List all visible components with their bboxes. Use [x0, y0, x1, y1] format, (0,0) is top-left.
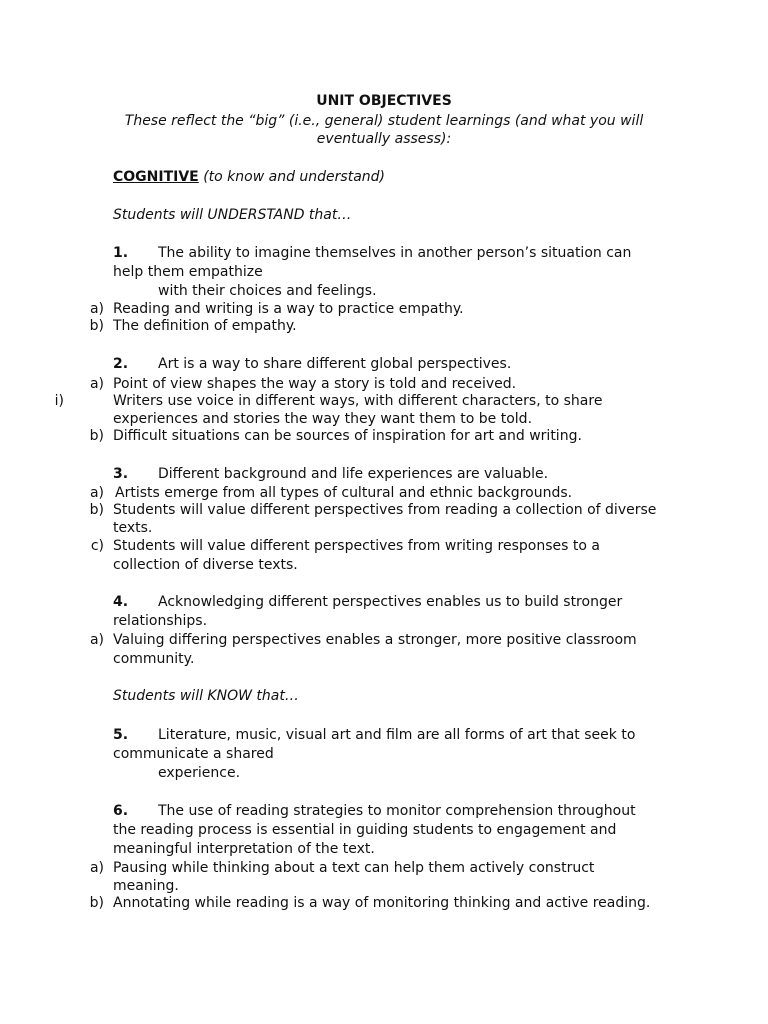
cognitive-heading-note: (to know and understand)	[203, 169, 385, 185]
objective-1-item-b: The definition of empathy.	[113, 318, 297, 334]
objective-3-item-a: Artists emerge from all types of cultural and ethnic backgrounds.	[115, 485, 573, 501]
objective-4-item-a-line-2: community.	[113, 651, 195, 667]
list-marker: c)	[90, 538, 104, 554]
objective-5-line-1	[113, 726, 635, 744]
objective-6-item-a-line-1: Pausing while thinking about a text can help them actively construct	[113, 860, 595, 876]
objective-1-line-3: with their choices and feelings.	[158, 283, 377, 299]
objective-1-number: 1.	[113, 245, 129, 261]
objective-5-line-3: experience.	[158, 765, 241, 781]
objective-3-item-b-line-2: texts.	[113, 520, 153, 536]
objective-3-text: Different background and life experiences are valuable.	[158, 466, 549, 482]
cognitive-heading-row	[113, 168, 385, 186]
objective-5-text: Literature, music, visual art and film are all forms of art that seek to	[158, 727, 636, 743]
list-marker-roman: i)	[54, 393, 64, 409]
objective-6-line-3: meaningful interpretation of the text.	[113, 841, 375, 857]
objective-6-line-1	[113, 802, 636, 820]
understand-intro: Students will UNDERSTAND that…	[113, 207, 352, 223]
list-marker: b)	[89, 502, 104, 518]
objective-4-text: Acknowledging different perspectives enables us to build stronger	[158, 594, 623, 610]
objective-2-item-b: Difficult situations can be sources of inspiration for art and writing.	[113, 428, 582, 444]
list-marker: b)	[89, 895, 104, 911]
objective-3-item-b-line-1: Students will value different perspectives from reading a collection of diverse	[113, 502, 657, 518]
objective-2-line-1	[113, 355, 511, 373]
list-marker: a)	[89, 376, 104, 392]
list-marker: a)	[89, 632, 104, 648]
list-marker: a)	[89, 860, 104, 876]
objective-3-number: 3.	[113, 466, 129, 482]
objective-4-line-2: relationships.	[113, 613, 208, 629]
list-marker: a)	[89, 301, 104, 317]
objective-4-number: 4.	[113, 594, 129, 610]
list-marker: b)	[89, 428, 104, 444]
objective-1-item-a: Reading and writing is a way to practice empathy.	[113, 301, 464, 317]
objective-3-item-c-line-2: collection of diverse texts.	[113, 557, 298, 573]
objective-4-line-1	[113, 593, 622, 611]
objective-4-item-a-line-1: Valuing differing perspectives enables a stronger, more positive classroom	[113, 632, 637, 648]
objective-6-text: The use of reading strategies to monitor comprehension throughout	[158, 803, 636, 819]
objective-6-number: 6.	[113, 803, 129, 819]
objective-1-text: The ability to imagine themselves in another person’s situation can	[158, 245, 632, 261]
subtitle-line-1: These reflect the “big” (i.e., general) student learnings (and what you will	[124, 113, 644, 129]
objective-1-line-2: help them empathize	[113, 264, 263, 280]
objective-3-item-c-line-1: Students will value different perspectives from writing responses to a	[113, 538, 600, 554]
list-marker: a)	[89, 485, 104, 501]
know-intro: Students will KNOW that…	[113, 688, 299, 704]
objective-2-subitem-i-line-1: Writers use voice in different ways, with different characters, to share	[113, 393, 603, 409]
subtitle-line-2: eventually assess):	[316, 131, 452, 147]
objective-6-line-2: the reading process is essential in guiding students to engagement and	[113, 822, 617, 838]
list-marker: b)	[89, 318, 104, 334]
objective-2-item-a: Point of view shapes the way a story is told and received.	[113, 376, 517, 392]
objective-2-text: Art is a way to share different global perspectives.	[158, 356, 512, 372]
objective-3-line-1	[113, 465, 548, 483]
objective-6-item-b: Annotating while reading is a way of monitoring thinking and active reading.	[113, 895, 651, 911]
page-title: UNIT OBJECTIVES	[316, 93, 452, 109]
objective-1-line-1	[113, 244, 631, 262]
cognitive-heading: COGNITIVE	[113, 169, 199, 185]
objective-5-number: 5.	[113, 727, 129, 743]
objective-2-subitem-i-line-2: experiences and stories the way they want them to be told.	[113, 411, 533, 427]
objective-2-number: 2.	[113, 356, 129, 372]
objective-6-item-a-line-2: meaning.	[113, 878, 179, 894]
objective-5-line-2: communicate a shared	[113, 746, 274, 762]
